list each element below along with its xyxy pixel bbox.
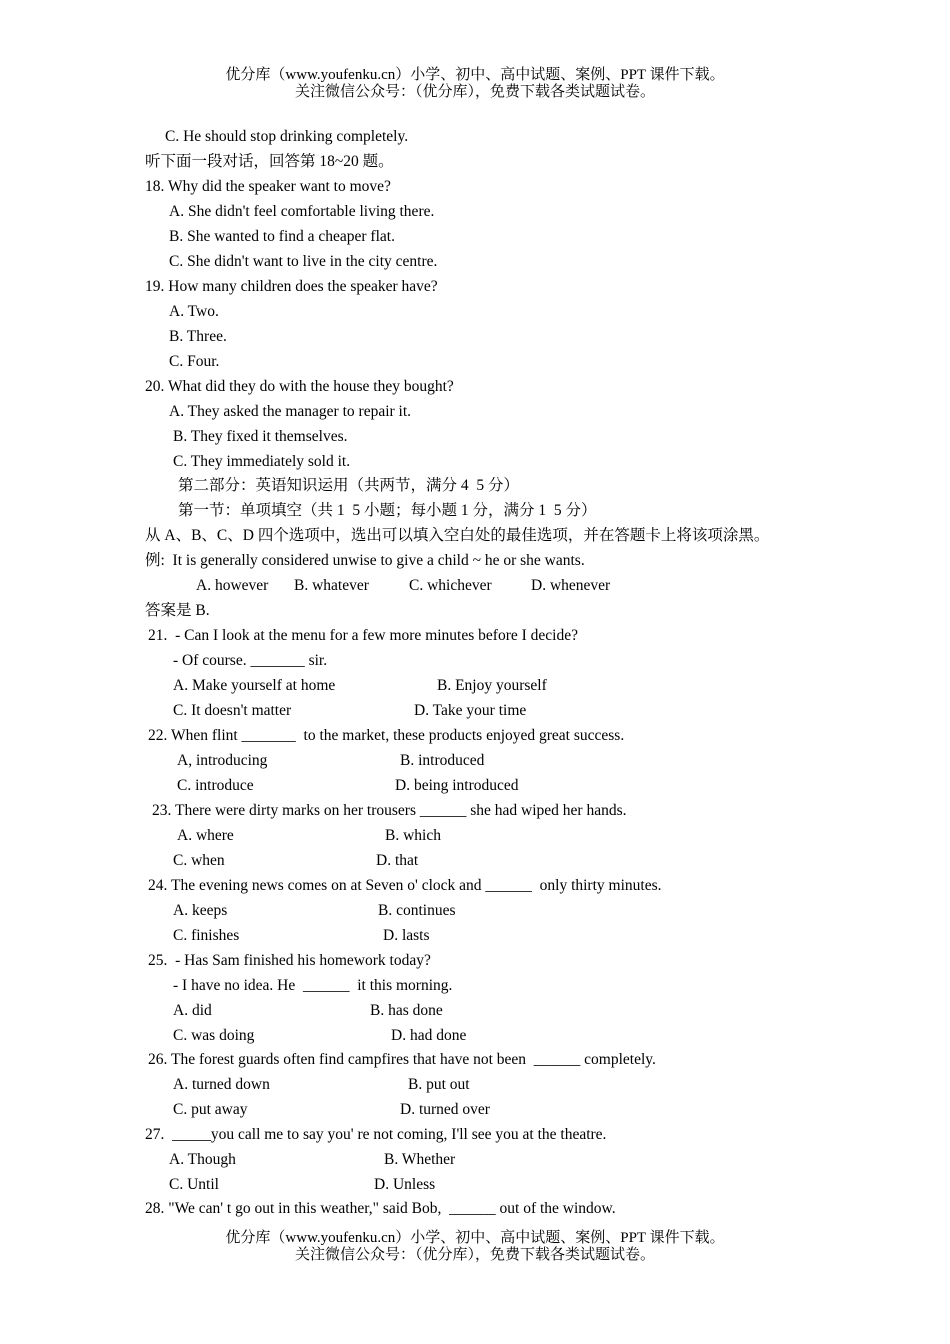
q19-stem: 19. How many children does the speaker have?: [145, 278, 438, 295]
q23-option-b: B. which: [385, 827, 441, 844]
q25-option-a: A. did: [173, 1002, 212, 1019]
part2-instruction: 从 A、B、C、D 四个选项中，选出可以填入空白处的最佳选项，并在答题卡上将该项涂黑。: [145, 527, 770, 544]
example-option-b: B. whatever: [294, 577, 369, 594]
part2-title: 第二部分：英语知识运用（共两节，满分 4 5 分）: [178, 477, 520, 494]
q25-stem-2: - I have no idea. He ______ it this morning.: [173, 977, 453, 994]
q20-option-a: A. They asked the manager to repair it.: [169, 403, 412, 420]
q21-stem-2: - Of course. _______ sir.: [173, 652, 328, 669]
q26-option-c: C. put away: [173, 1101, 248, 1118]
footer-line-2: 关注微信公众号：（优分库），免费下载各类试题试卷。: [294, 1247, 655, 1263]
page-footer: [0, 1230, 950, 1264]
q26-option-b: B. put out: [408, 1076, 470, 1093]
q23-option-c: C. when: [173, 852, 225, 869]
example-option-d: D. whenever: [531, 577, 611, 594]
q17-option-c: C. He should stop drinking completely.: [165, 128, 409, 145]
q20-stem: 20. What did they do with the house they bought?: [145, 378, 454, 395]
q19-option-b: B. Three.: [169, 328, 227, 345]
q18-option-b: B. She wanted to find a cheaper flat.: [169, 228, 395, 245]
q24-option-a: A. keeps: [173, 902, 228, 919]
example-stem: 例: It is generally considered unwise to give a child ~ he or she wants.: [145, 552, 585, 569]
q18-stem: 18. Why did the speaker want to move?: [145, 178, 391, 195]
q25-option-b: B. has done: [370, 1002, 443, 1019]
q21-stem: 21. - Can I look at the menu for a few more minutes before I decide?: [148, 627, 578, 644]
q22-option-d: D. being introduced: [395, 777, 519, 794]
q27-option-a: A. Though: [169, 1151, 236, 1168]
q21-option-d: D. Take your time: [414, 702, 527, 719]
q24-option-b: B. continues: [378, 902, 456, 919]
q26-option-d: D. turned over: [400, 1101, 490, 1118]
listening-instruction: 听下面一段对话，回答第 18~20 题。: [145, 153, 394, 170]
q26-option-a: A. turned down: [173, 1076, 270, 1093]
q23-option-a: A. where: [177, 827, 234, 844]
example-answer: 答案是 B.: [145, 602, 210, 619]
q23-option-d: D. that: [376, 852, 419, 869]
q24-stem: 24. The evening news comes on at Seven o' clock and ______ only thirty minutes.: [148, 877, 662, 894]
q19-option-a: A. Two.: [169, 303, 219, 320]
header-line-1: 优分库（www.youfenku.cn）小学、初中、高中试题、案例、PPT 课件下载。: [225, 67, 725, 83]
example-option-c: C. whichever: [409, 577, 492, 594]
q18-option-a: A. She didn't feel comfortable living there.: [169, 203, 435, 220]
q19-option-c: C. Four.: [169, 353, 220, 370]
q25-option-c: C. was doing: [173, 1027, 255, 1044]
page-header: [0, 67, 950, 101]
q21-option-c: C. It doesn't matter: [173, 702, 292, 719]
header-line-2: 关注微信公众号：（优分库），免费下载各类试题试卷。: [294, 84, 655, 100]
q23-stem: 23. There were dirty marks on her trousers ______ she had wiped her hands.: [152, 802, 627, 819]
footer-line-1: 优分库（www.youfenku.cn）小学、初中、高中试题、案例、PPT 课件下载。: [225, 1230, 725, 1246]
q27-stem: 27. _____you call me to say you' re not coming, I'll see you at the theatre.: [145, 1126, 607, 1143]
q24-option-c: C. finishes: [173, 927, 240, 944]
part2-section1-title: 第一节：单项填空（共 1 5 小题；每小题 1 分，满分 1 5 分）: [178, 502, 597, 519]
q27-option-d: D. Unless: [374, 1176, 436, 1193]
q21-option-a: A. Make yourself at home: [173, 677, 336, 694]
q22-option-b: B. introduced: [400, 752, 485, 769]
q27-option-c: C. Until: [169, 1176, 219, 1193]
q20-option-b: B. They fixed it themselves.: [173, 428, 348, 445]
example-option-a: A. however: [196, 577, 269, 594]
q18-option-c: C. She didn't want to live in the city centre.: [169, 253, 438, 270]
q21-option-b: B. Enjoy yourself: [437, 677, 547, 694]
q22-stem: 22. When flint _______ to the market, these products enjoyed great success.: [148, 727, 625, 744]
q28-stem: 28. "We can' t go out in this weather," said Bob, ______ out of the window.: [145, 1200, 616, 1217]
q22-option-a: A, introducing: [177, 752, 268, 769]
q26-stem: 26. The forest guards often find campfires that have not been ______ completely.: [148, 1051, 656, 1068]
q25-stem: 25. - Has Sam finished his homework today?: [148, 952, 431, 969]
q24-option-d: D. lasts: [383, 927, 430, 944]
q25-option-d: D. had done: [391, 1027, 467, 1044]
q20-option-c: C. They immediately sold it.: [173, 453, 351, 470]
q27-option-b: B. Whether: [384, 1151, 456, 1168]
q22-option-c: C. introduce: [177, 777, 254, 794]
